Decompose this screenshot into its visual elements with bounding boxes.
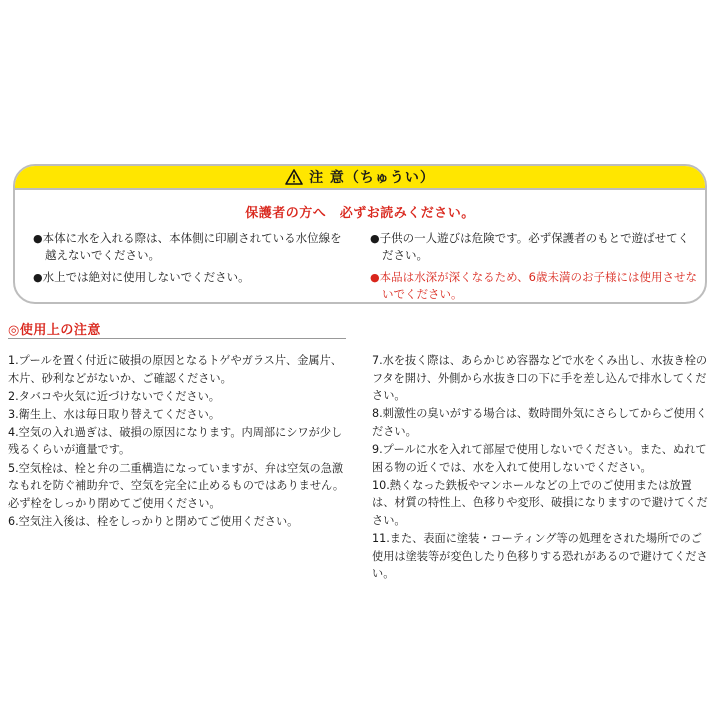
caution-right-column xyxy=(370,230,700,304)
usage-item: 7.水を抜く際は、あらかじめ容器などで水をくみ出し、水抜き栓のフタを開け、外側から水抜き口の下に手を差し込んで排水してください。 xyxy=(372,354,708,403)
usage-item: 11.また、表面に塗装・コーティング等の処理をされた場所でのご使用は塗装等が変色したり色移りする恐れがあるので避けてください。 xyxy=(372,531,708,581)
caution-header xyxy=(15,166,705,190)
caution-item: ●本体に水を入れる際は、本体側に印刷されている水位線を越えないでください。 xyxy=(33,231,342,262)
warning-triangle-icon xyxy=(285,169,303,185)
usage-item: 9.プールに水を入れて部屋で使用しないでください。また、ぬれて困る物の近くでは、水を入れて使用しないでください。 xyxy=(372,442,707,474)
usage-item: 1.プールを置く付近に破損の原因となるトゲやガラス片、金属片、木片、砂利などがないか、ご確認ください。 xyxy=(8,354,342,385)
usage-item: 3.衛生上、水は毎日取り替えてください。 xyxy=(8,407,221,421)
bullet-dot-icon: ● xyxy=(370,232,380,245)
usage-item: 2.タバコや火気に近づけないでください。 xyxy=(8,389,220,403)
caution-subtitle: 保護者の方へ 必ずお読みください。 xyxy=(245,206,475,221)
usage-item: 5.空気栓は、栓と弁の二重構造になっていますが、弁は空気の急激なもれを防ぐ補助弁で、空気を完全に止めるものではありません。必ず栓をしっかり閉めてご使用ください。 xyxy=(8,461,345,510)
bullet-dot-icon: ● xyxy=(33,232,43,245)
caution-panel xyxy=(13,164,707,304)
section-divider xyxy=(8,338,346,339)
usage-item: 8.刺激性の臭いがする場合は、数時間外気にさらしてからご使用ください。 xyxy=(372,407,708,438)
usage-section-title: ◎使用上の注意 xyxy=(8,323,101,338)
caution-item: ●水上では絶対に使用しないでください。 xyxy=(33,270,250,284)
usage-list-right xyxy=(372,352,712,583)
usage-item: 6.空気注入後は、栓をしっかりと閉めてご使用ください。 xyxy=(8,514,299,528)
bullet-dot-icon: ● xyxy=(33,271,43,284)
caution-left-column xyxy=(33,230,353,291)
bullet-dot-icon: ● xyxy=(370,271,380,284)
usage-item: 4.空気の入れ過ぎは、破損の原因になります。内周部にシワが少し残るくらいが適量です。 xyxy=(8,425,343,457)
usage-list-left xyxy=(8,352,353,531)
caution-item: ●子供の一人遊びは危険です。必ず保護者のもとで遊ばせてください。 xyxy=(370,231,690,262)
usage-item: 10.熱くなった鉄板やマンホールなどの上でのご使用または放置は、材質の特性上、色移りや変形、破損になりますので避けてください。 xyxy=(372,478,708,527)
caution-item-important: ●本品は水深が深くなるため、6歳未満のお子様には使用させないでください。 xyxy=(370,270,697,301)
caution-title: 注 意（ちゅうい） xyxy=(309,170,435,186)
